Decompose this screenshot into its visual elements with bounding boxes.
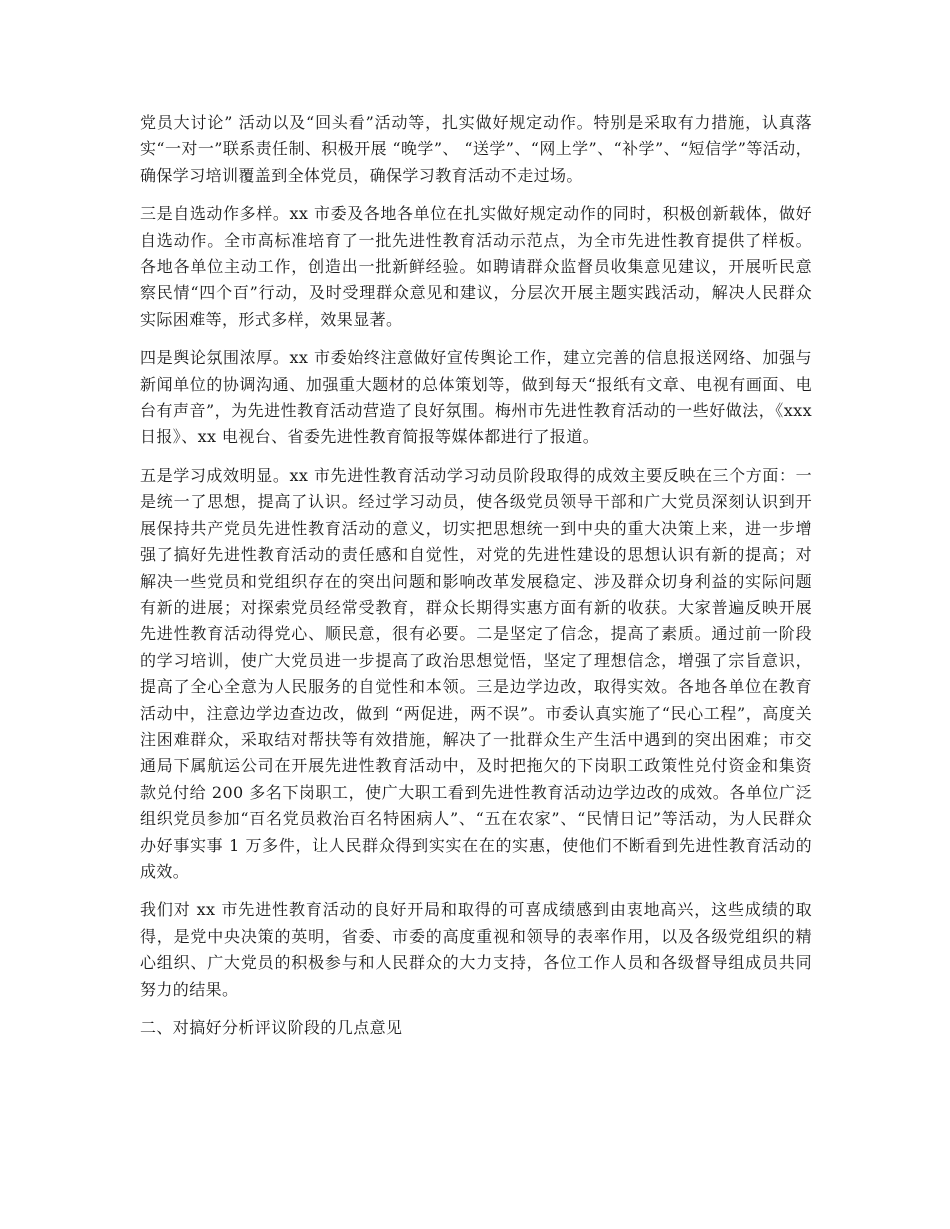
paragraph-learning-results: 五是学习成效明显。xx 市先进性教育活动学习动员阶段取得的成效主要反映在三个方面：一是统一了思想，提高了认识。经过学习动员，使各级党员领导干部和广大党员深刻认识到开展保持共产党员先进性教育活动的意义，切实把思想统一到中央的重大决策上来，进一步增强了搞好先进性教育活动的责任感和自觉性，对党的先进性建设的思想认识有新的提高；对解决一些党员和党组织存在的突出问题和影响改革发展稳定、涉及群众切身利益的实际问题有新的进展；对探索党员经常受教育，群众长期得实惠方面有新的收获。大家普遍反映开展先进性教育活动得党心、顺民意，很有必要。二是坚定了信念，提高了素质。通过前一阶段的学习培训，使广大党员进一步提高了政治思想觉悟，坚定了理想信念，增强了宗旨意识，提高了全心全意为人民服务的自觉性和本领。三是边学边改，取得实效。各地各单位在教育活动中，注意边学边查边改，做到 “两促进，两不误”。市委认真实施了“民心工程”，高度关注困难群众，采取结对帮扶等有效措施，解决了一批群众生产生活中遇到的突出困难；市交通局下属航运公司在开展先进性教育活动中，及时把拖欠的下岗职工政策性兑付资金和集资款兑付给 200 多名下岗职工，使广大职工看到先进性教育活动边学边改的成效。各单位广泛组织党员参加“百名党员救治百名特困病人”、“五在农家”、“民情日记”等活动，为人民群众办好事实事 1 万多件，让人民群众得到实实在在的实惠，使他们不断看到先进性教育活动的成效。 — [140, 465, 812, 881]
paragraph-public-opinion: 四是舆论氛围浓厚。xx 市委始终注意做好宣传舆论工作，建立完善的信息报送网络、加强与新闻单位的协调沟通、加强重大题材的总体策划等，做到每天“报纸有文章、电视有画面、电台有声音”，为先进性教育活动营造了良好氛围。梅州市先进性教育活动的一些好做法，《xxx 日报》、xx 电视台、省委先进性教育简报等媒体都进行了报道。 — [140, 348, 812, 447]
document-body — [140, 110, 812, 1053]
paragraph-acknowledgement: 我们对 xx 市先进性教育活动的良好开局和取得的可喜成绩感到由衷地高兴，这些成绩的取得，是党中央决策的英明，省委、市委的高度重视和领导的表率作用，以及各级党组织的精心组织、广大党员的积极参与和人民群众的大力支持，各位工作人员和各级督导组成员共同努力的结果。 — [140, 900, 812, 999]
paragraph-optional-actions: 三是自选动作多样。xx 市委及各地各单位在扎实做好规定动作的同时，积极创新载体，做好自选动作。全市高标准培育了一批先进性教育活动示范点，为全市先进性教育提供了样板。各地各单位主动工作，创造出一批新鲜经验。如聘请群众监督员收集意见建议，开展听民意察民情“四个百”行动，及时受理群众意见和建议，分层次开展主题实践活动，解决人民群众实际困难等，形式多样，效果显著。 — [140, 204, 812, 329]
paragraph-study-activities: 党员大讨论” 活动以及“回头看”活动等，扎实做好规定动作。特别是采取有力措施，认真落实“一对一”联系责任制、积极开展 “晚学”、 “送学”、“网上学”、“补学”、“短信学”等活动，确保学习培训覆盖到全体党员，确保学习教育活动不走过场。 — [140, 113, 812, 185]
section-heading: 二、对搞好分析评议阶段的几点意见 — [140, 1018, 403, 1037]
